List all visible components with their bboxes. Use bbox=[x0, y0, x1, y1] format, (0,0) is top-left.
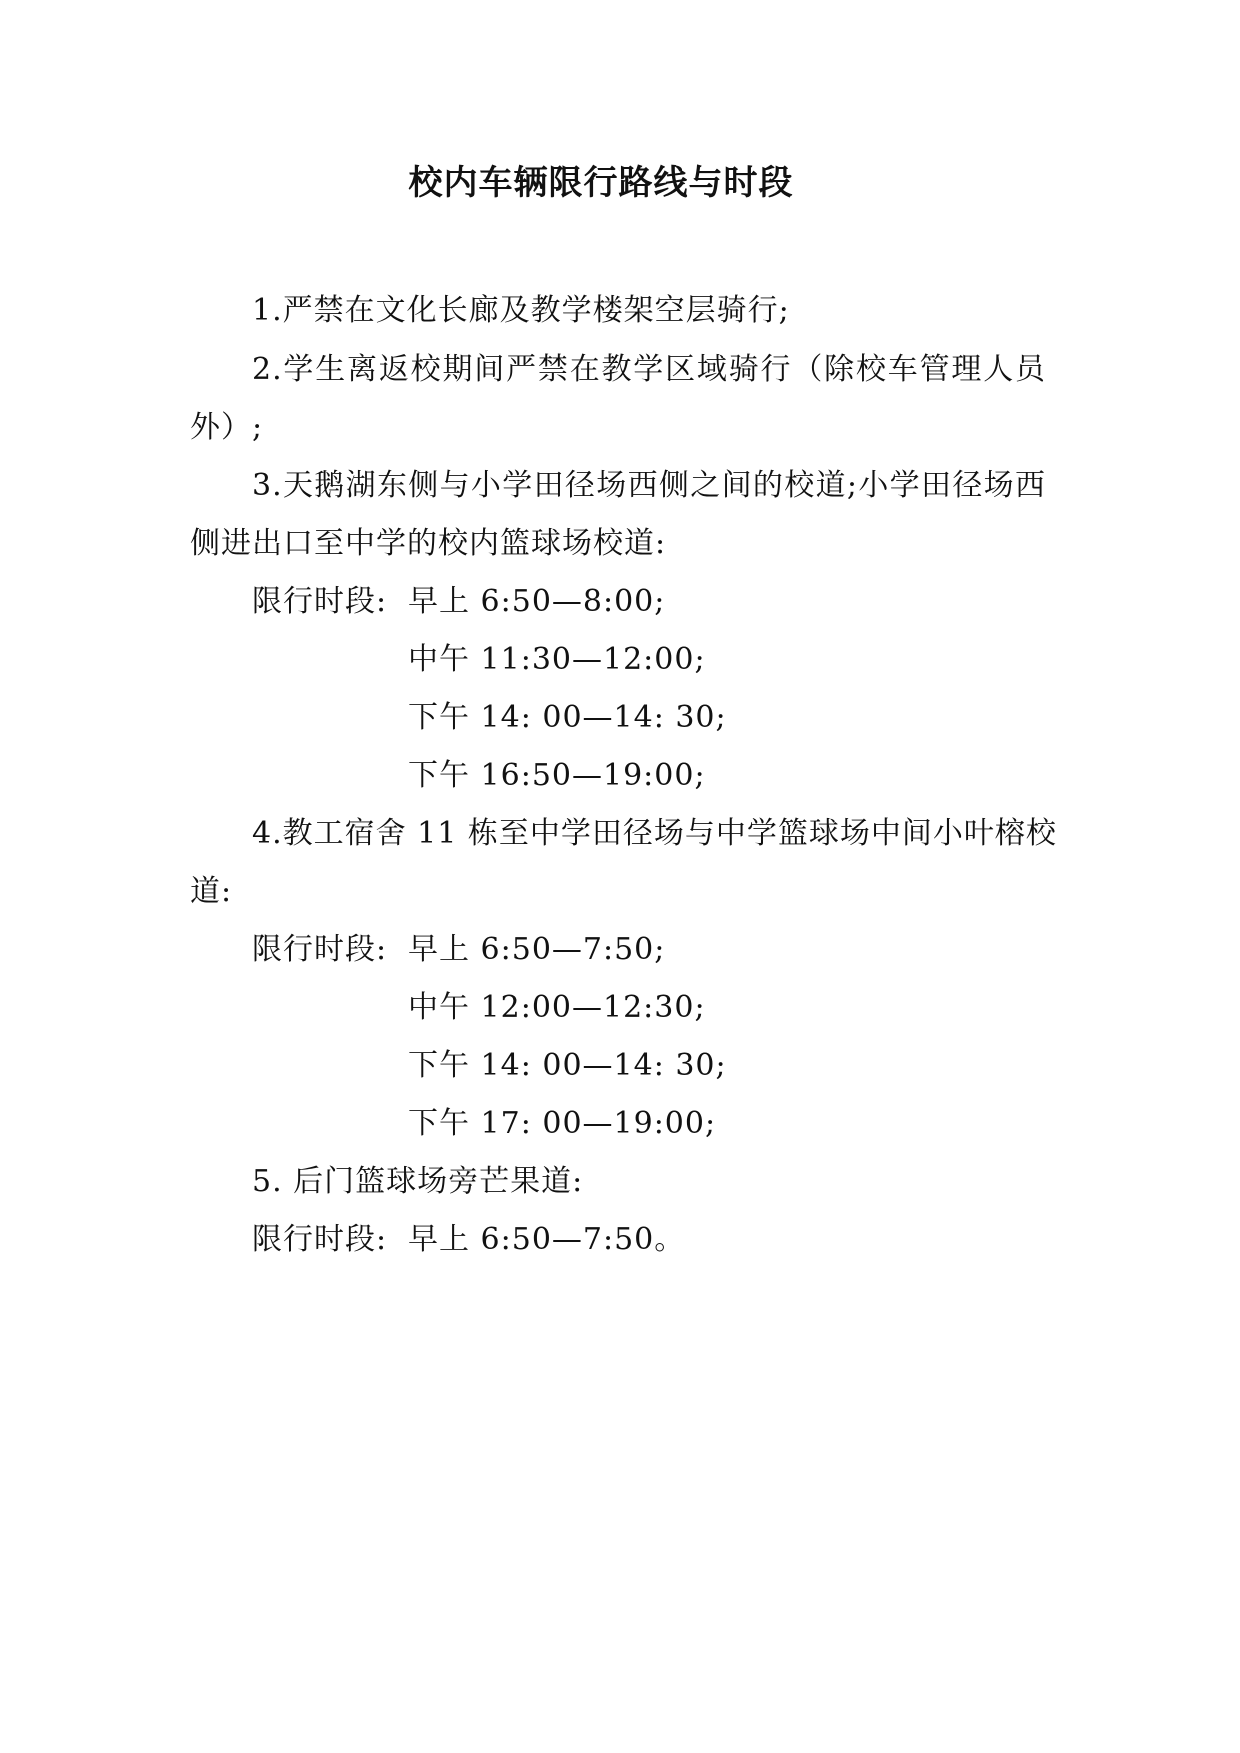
item-3-time-3: 下午 14: 00—14: 30; bbox=[408, 700, 727, 735]
item-2-text-line2: 外）; bbox=[190, 410, 264, 445]
item-5-text: 5. 后门篮球场旁芒果道: bbox=[252, 1164, 584, 1199]
item-3-text-line2: 侧进出口至中学的校内篮球场校道: bbox=[190, 526, 667, 561]
page-title: 校内车辆限行路线与时段 bbox=[408, 163, 794, 203]
item-4-text-line1: 4.教工宿舍 11 栋至中学田径场与中学篮球场中间小叶榕校 bbox=[252, 816, 1057, 851]
item-2-text-line1: 2.学生离返校期间严禁在教学区域骑行（除校车管理人员 bbox=[252, 352, 1046, 387]
item-5-time-1: 早上 6:50—7:50。 bbox=[408, 1222, 686, 1257]
item-3-time-4: 下午 16:50—19:00; bbox=[408, 758, 706, 793]
item-4-time-2: 中午 12:00—12:30; bbox=[408, 990, 706, 1025]
item-3-text-line1: 3.天鹅湖东侧与小学田径场西侧之间的校道;小学田径场西 bbox=[252, 468, 1046, 503]
item-3-period-label: 限行时段: bbox=[252, 584, 388, 619]
item-4-time-1: 早上 6:50—7:50; bbox=[408, 932, 666, 967]
item-5-period-label: 限行时段: bbox=[252, 1222, 388, 1257]
item-4-text-line2: 道: bbox=[190, 874, 233, 909]
item-1-text: 1.严禁在文化长廊及教学楼架空层骑行; bbox=[252, 293, 790, 328]
item-4-period-label: 限行时段: bbox=[252, 932, 388, 967]
item-3-time-2: 中午 11:30—12:00; bbox=[408, 642, 706, 677]
item-4-time-4: 下午 17: 00—19:00; bbox=[408, 1106, 717, 1141]
item-3-time-1: 早上 6:50—8:00; bbox=[408, 584, 666, 619]
item-4-time-3: 下午 14: 00—14: 30; bbox=[408, 1048, 727, 1083]
